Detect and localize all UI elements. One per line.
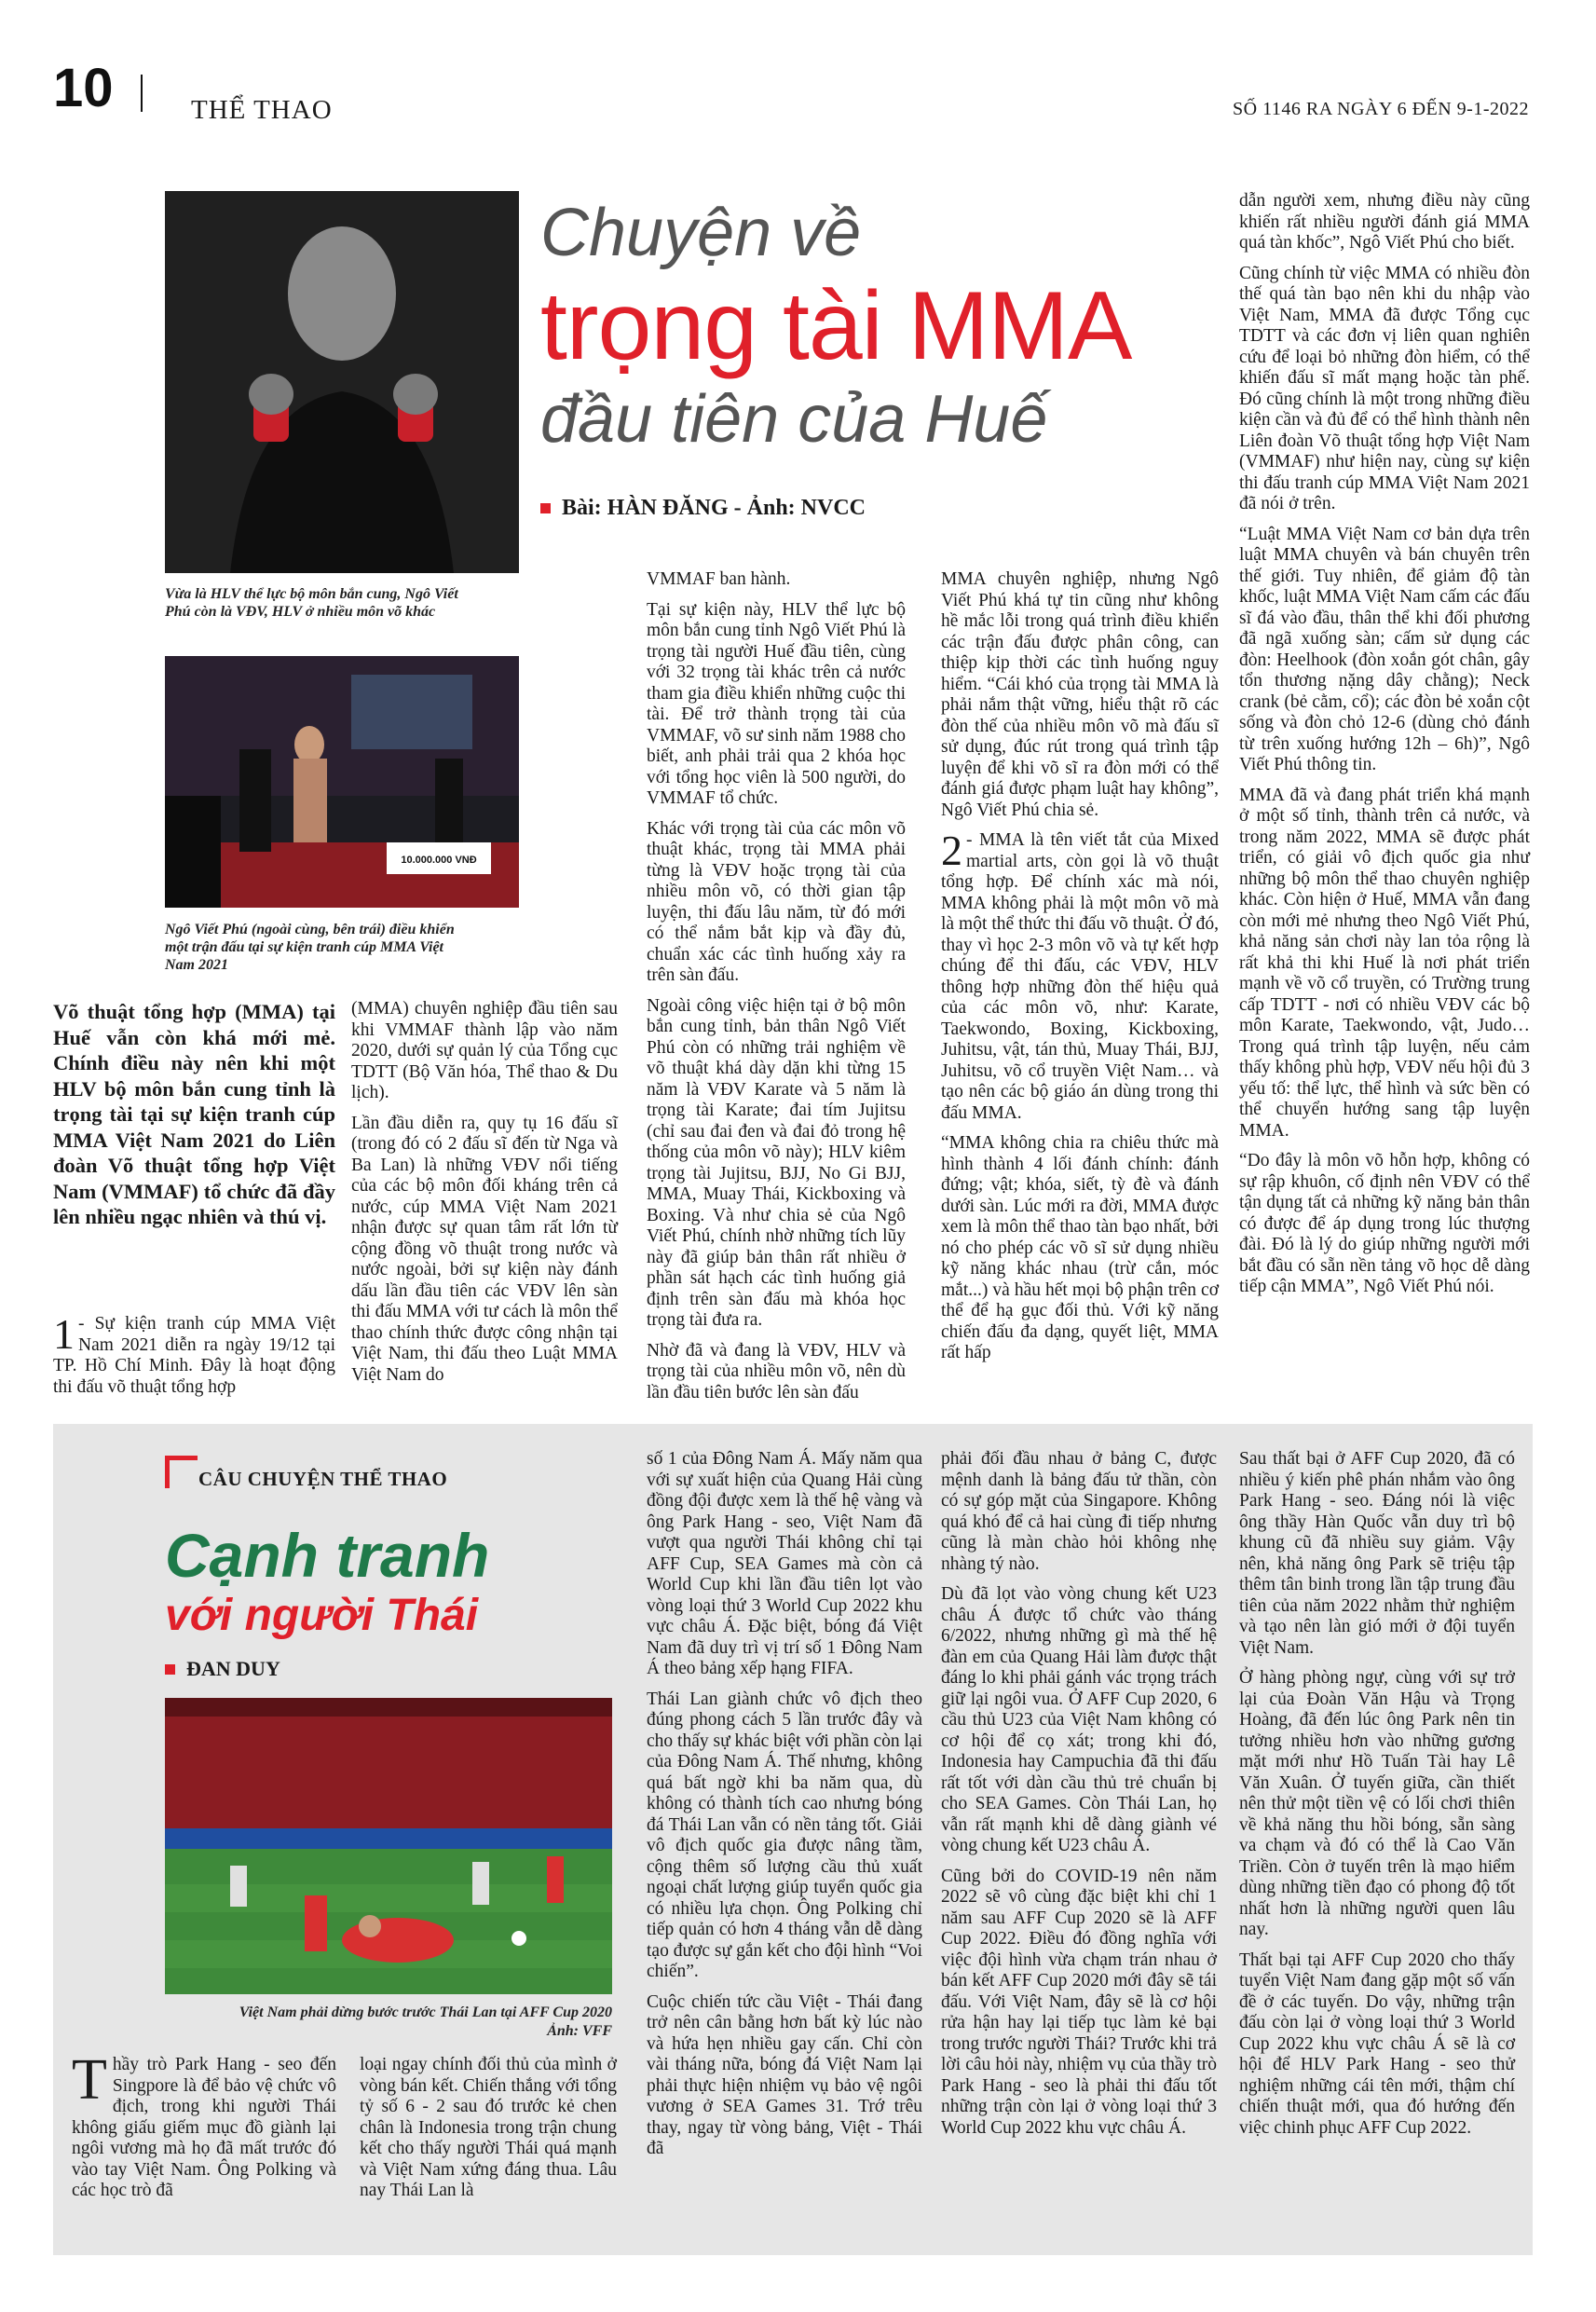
section-number-2: 2 <box>941 827 962 874</box>
article2-col4 <box>941 1449 1217 2148</box>
drop-cap: T <box>72 2048 107 2112</box>
header-divider <box>141 75 143 112</box>
col3-paragraph: Khác với trọng tài của các môn võ thuật khác, trọng tài MMA phải từng là VĐV hoặc trọng tài của nhiều môn võ, có thời gian tập luyện, thi đấu lâu năm, từ đó mới có thể nắm bắt kịp và đầy đủ, chuẩn xác các tình huống xảy ra trên sàn đấu. <box>647 818 906 985</box>
col5-paragraph: dẫn người xem, nhưng điều này cũng khiến rất nhiều người đánh giá MMA quá tàn khốc”, Ngô Viết Phú cho biết. <box>1239 191 1530 253</box>
col5-paragraph: “Luật MMA Việt Nam cơ bản dựa trên luật MMA chuyên và bán chuyên trên thế giới. Tuy nhiên, để giảm độ tàn khốc, luật MMA Việt Nam cấm các đấu sĩ đá vào đầu, thân thể khi đối phương đã ngã xuống sàn; cấm sử dụng các đòn: Heelhook (đòn xoắn gót chân, gây tổn thương nặng dây chằng); Neck crank (bẻ cằm, cổ); các đòn bẻ xoắn cột sống và đòn chỏ 12-6 (dùng chỏ đánh từ trên xuống hướng 12h – 6h)”, Ngô Viết Phú thông tin. <box>1239 524 1530 774</box>
c1-text: hầy trò Park Hang - seo đến Singpore là để bảo vệ chức vô địch, trong khi người Thái không giấu giếm mục đồ giành lại ngôi vương mà họ đã mất trước đó vào tay Việt Nam. Ông Polking và các học trò đã <box>72 2055 336 2200</box>
article1-col4 <box>941 569 1219 1374</box>
c3-paragraph: Thái Lan giành chức vô địch theo đúng phong cách 5 lần trước đây và cho thấy sự khác biệt với phần còn lại của Đông Nam Á. Thế nhưng, không quá bất ngờ khi ba năm qua, dù không có thành tích cao nhưng bóng đá Thái Lan vẫn có nền tảng tốt. Giải vô địch quốc gia được nâng tầm, cộng thêm số lượng cầu thủ xuất ngoại chất lượng giúp tuyển quốc gia có nhiều lựa chọn. Ông Polking chỉ tiếp quản có hơn 4 tháng vẫn dễ dàng tạo được sự gắn kết cho đội hình “Voi chiến”. <box>647 1689 922 1981</box>
article2-title-2: với người Thái <box>165 1591 479 1640</box>
article1-lead: Võ thuật tổng hợp (MMA) tại Huế vẫn còn khá mới mẻ. Chính điều này nên khi một HLV bộ môn bắn cung tỉnh là trọng tài tại sự kiện tranh cúp MMA Việt Nam 2021 do Liên đoàn Võ thuật tổng hợp Việt Nam (VMMAF) tổ chức đã đầy lên nhiều ngạc nhiên và thú vị. <box>53 1000 335 1228</box>
col5-paragraph: Cũng chính từ việc MMA có nhiều đòn thế quá tàn bạo nên khi du nhập vào Việt Nam, MMA đã được Tổng cục TDTT và các đơn vị liên quan nghiên cứu để loại bỏ những đòn hiểm, có thể khiến đấu sĩ mất mạng hoặc tàn phế. Đó cũng chính là một trong những điều kiện cần và đủ để có thể hình thành nên Liên đoàn Võ thuật tổng hợp Việt Nam (VMMAF) như hiện nay, cùng sự kiện thi đấu tranh cúp MMA Việt Nam 2021 đã nói ở trên. <box>1239 263 1530 513</box>
football-caption: Việt Nam phải dừng bước trước Thái Lan tại AFF Cup 2020 <box>239 2004 612 2020</box>
col5-paragraph: MMA đã và đang phát triển khá mạnh ở một số tỉnh, thành trên cả nước, và trong năm 2022, MMA sẽ được phát triển, có giải vô địch quốc gia như những bộ môn thể thao chuyên nghiệp khác. Còn hiện ở Huế, MMA vẫn đang còn mới mẻ nhưng theo Ngô Viết Phú, khả năng sản chơi này lan tỏa rộng là rất khả thi khi Huế là nơi phát triển mạnh về võ cổ truyền, có Trường trung cấp TDTT - nơi có nhiều VĐV các bộ môn Karate, Taekwondo, vật, Judo… Trong quá trình tập luyện, nếu cảm thấy không phù hợp, VĐV nếu hội đủ 3 yếu tố: thể lực, thể hình và sức bền có thể chuyển hướng sang tập luyện MMA. <box>1239 785 1530 1141</box>
football-photo <box>165 1698 612 1994</box>
col3-paragraph: Nhờ đã và đang là VĐV, HLV và trọng tài của nhiều môn võ, nên dù lần đầu tiên bước lên sàn đấu <box>647 1340 906 1402</box>
col4-paragraph: “MMA không chia ra chiêu thức mà hình thành 4 lối đánh chính: đánh đứng; vật; khóa, siết, tỳ đè và đánh dưới sàn. Lúc mới ra đời, MMA được xem là môn thể thao tàn bạo nhất, bởi nó cho phép các võ sĩ sử dụng nhiều kỹ năng khác nhau (trừ cắn, móc mắt...) và hầu hết mọi bộ phận trên cơ thể để hạ gục đối thủ. Với kỹ năng chiến đấu đa dạng, quyết liệt, MMA rất hấp <box>941 1133 1219 1362</box>
article2-col5 <box>1239 1449 1515 2148</box>
c3-paragraph: số 1 của Đông Nam Á. Mấy năm qua với sự xuất hiện của Quang Hải cùng đồng đội được xem là thế hệ vàng và ông Park Hang - seo, Việt Nam đã vượt qua người Thái không chỉ tại AFF Cup, SEA Games mà còn cả World Cup khi lần đầu tiên lọt vào vòng loại thứ 3 World Cup 2022 khu vực châu Á. Đặc biệt, bóng đá Việt Nam đã duy trì vị trí số 1 Đông Nam Á theo bảng xếp hạng FIFA. <box>647 1449 922 1678</box>
article1-col2 <box>351 999 618 1395</box>
article2-title-1: Cạnh tranh <box>165 1521 490 1590</box>
portrait-photo <box>165 191 519 573</box>
byline-marker <box>165 1664 175 1675</box>
c5-paragraph: Thất bại tại AFF Cup 2020 cho thấy tuyển Việt Nam đang gặp một số vấn đề ở các tuyến. Do vậy, những trận đấu còn lại ở vòng loại thứ 3 World Cup 2022 khu vực châu Á sẽ là cơ hội để HLV Park Hang - seo thử nghiệm những cái tên mới, thậm chí chiến thuật mới, qua đó hướng đến việc chinh phục AFF Cup 2022. <box>1239 1949 1515 2138</box>
issue-info: SỐ 1146 RA NGÀY 6 ĐẾN 9-1-2022 <box>1233 99 1529 119</box>
c4-paragraph: Dù đã lọt vào vòng chung kết U23 châu Á được tổ chức vào tháng 6/2022, nhưng những gì mà thế hệ đàn em của Quang Hải làm được thật đáng lo khi phải gánh vác trọng trách giữ lại ngôi vua. Ở AFF Cup 2020, 6 cầu thủ U23 của Việt Nam không có cơ hội để cọ xát; trong khi đó, Indonesia hay Campuchia đã thi đấu rất tốt với dàn cầu thủ trẻ chuẩn bị cho SEA Games. Còn Thái Lan, họ vẫn rất mạnh khi dễ dàng giành vé vòng chung kết U23 châu Á. <box>941 1584 1217 1855</box>
article1-col3 <box>647 569 906 1413</box>
article1-col5 <box>1239 191 1530 1307</box>
byline-text: ĐAN DUY <box>186 1657 280 1680</box>
col4-paragraph: MMA chuyên nghiệp, nhưng Ngô Viết Phú khá tự tin cũng như không hề mắc lỗi trong quá trình điều khiển các trận đấu được phân công, can thiệp kịp thời các tình huống nguy hiểm. “Cái khó của trọng tài MMA là phải nắm thật vững, hiểu thật rõ các đòn thế của nhiều môn võ mà đấu sĩ sử dụng, đúc rút trong quá trình tập luyện để khi võ sĩ ra đòn mới có thể đánh giá được phạm luật hay không”, Ngô Viết Phú chia sẻ. <box>941 569 1219 820</box>
title-line-3: đầu tiên của Huế <box>540 382 1048 457</box>
byline-text: Bài: HÀN ĐĂNG - Ảnh: NVCC <box>562 496 866 520</box>
title-line-1: Chuyện về <box>540 196 862 270</box>
c3-paragraph: Cuộc chiến tức cầu Việt - Thái đang trở nên cân bằng hơn bất kỳ lúc nào và hứa hẹn nhiều gay cấn. Chỉ còn vài tháng nữa, bóng đá Việt Nam lại phải thực hiện nhiệm vụ bảo vệ ngôi vương ở SEA Games 31. Trớ trêu thay, ngay từ vòng bảng, Việt - Thái đã <box>647 1991 922 2158</box>
kicker-label: CÂU CHUYỆN THỂ THAO <box>198 1468 448 1490</box>
c2-paragraph: loại ngay chính đối thủ của mình ở vòng bán kết. Chiến thắng với tổng tỷ số 6 - 2 sau đó trước kẻ chen chân là Indonesia trong trận chung kết cho thấy người Thái quá mạnh và Việt Nam xứng đáng thua. Lâu nay Thái Lan là <box>360 2055 617 2200</box>
col4-paragraph: - MMA là tên viết tắt của Mixed martial arts, còn gọi là võ thuật tổng hợp. Để chính xác mà nói, MMA không phải là một môn võ mà là một thể thức thi đấu võ thuật. Ở đó, thay vì học 2-3 môn võ và tự kết hợp chúng để thi đấu, các VĐV, HLV thông hợp những đòn thế hiệu quả của các môn võ, như: Karate, Taekwondo, Boxing, Kickboxing, Juhitsu, vật, tán thủ, Muay Thái, BJJ, Juhitsu, võ cổ truyền Việt Nam… và tạo nên các bộ giáo án dùng trong thi đấu MMA. <box>941 830 1219 1123</box>
article2-col1 <box>72 2048 336 2211</box>
match-photo-caption: Ngô Viết Phú (ngoài cùng, bên trái) điều khiển một trận đấu tại sự kiện tranh cúp MMA Việt Nam 2021 <box>165 922 455 973</box>
c4-paragraph: phải đối đầu nhau ở bảng C, được mệnh danh là bảng đấu tử thần, còn có sự góp mặt của Singapore. Không quá khó để cả hai cùng đi tiếp nhưng cũng là màn chào hỏi không nhẹ nhàng tý nào. <box>941 1449 1217 1574</box>
col5-paragraph: “Do đây là môn võ hỗn hợp, không có sự rập khuôn, cố định nên VĐV có thể tận dụng tất cả những kỹ năng bản thân có được để áp dụng trong lúc thượng đài. Đó là lý do giúp những người mới bắt đầu có sẵn nền tảng võ học dễ dàng tiếp cận MMA”, Ngô Viết Phú nói. <box>1239 1151 1530 1296</box>
football-photo-credit: Ảnh: VFF <box>547 2023 612 2039</box>
article1-title <box>540 194 1230 458</box>
article1-byline <box>540 496 866 521</box>
section-name: THỂ THAO <box>191 95 333 125</box>
col3-paragraph: Ngoài công việc hiện tại ở bộ môn bắn cung tỉnh, bản thân Ngô Viết Phú còn có những trải nghiệm về võ thuật khá dày dặn khi từng 15 năm là VĐV Karate và 5 năm là trọng tài Karate; đai tím Jujitsu (chỉ sau đai đen và đai đỏ trong hệ thống của môn võ này); HLV kiêm trọng tài Jujitsu, BJJ, No Gi BJJ, MMA, Muay Thái, Kickboxing và Boxing. Và như chia sẻ của Ngô Viết Phú, chính nhờ những tích lũy này đã giúp bản thân rất nhiều ở phần sát hạch các tình huống giả định trên sàn đấu mà khóa học trọng tài đưa ra. <box>647 995 906 1330</box>
article2-col2 <box>360 2055 617 2211</box>
article2-col3 <box>647 1449 922 2169</box>
col2-paragraph: Lần đầu diễn ra, quy tụ 16 đấu sĩ (trong đó có 2 đấu sĩ đến từ Nga và Ba Lan) là những VĐV nổi tiếng của các bộ môn đối kháng trên cả nước, cúp MMA Việt Nam 2021 nhận được sự quan tâm rất lớn từ cộng đồng võ thuật trong nước và nước ngoài, bởi sự kiện này đánh dấu lần đầu tiên các VĐV lên sàn thi đấu MMA với tư cách là môn thể thao chính thức được công nhận tại Việt Nam, thi đấu theo Luật MMA Việt Nam do <box>351 1113 618 1385</box>
c5-paragraph: Ở hàng phòng ngự, cùng với sự trở lại của Đoàn Văn Hậu và Trọng Hoàng, đã đến lúc ông Park nên tin tưởng nhiều hơn vào những gương mặt mới như Hồ Tuấn Tài hay Lê Văn Xuân. Ở tuyến giữa, cần thiết nên thử một tiền vệ có lối chơi thiên về khả năng thu hồi bóng, sẵn sàng va chạm và đó có thể là Cao Văn Triền. Còn ở tuyến trên là mạo hiểm dùng những tiền đạo có phong độ tốt nhất hơn là những người quen lâu nay. <box>1239 1668 1515 1939</box>
kicker-frame <box>165 1456 198 1488</box>
sec1-text: - Sự kiện tranh cúp MMA Việt Nam 2021 diễn ra ngày 19/12 tại TP. Hồ Chí Minh. Đây là hoạt động thi đấu võ thuật tổng hợp <box>53 1314 335 1397</box>
referee-match-photo <box>165 656 519 908</box>
c4-paragraph: Cũng bởi do COVID-19 nên năm 2022 sẽ vô cùng đặc biệt khi chỉ 1 năm sau AFF Cup 2020 sẽ là AFF Cup 2022. Điều đó đồng nghĩa với việc đội hình vừa chạm trán nhau ở bán kết AFF Cup 2020 mới đây sẽ tái đấu. Với Việt Nam, đây sẽ là cơ hội rửa hận hay lại tiếp tục làm kẻ bại trong trước người Thái? Trước khi trả lời câu hỏi này, nhiệm vụ của thầy trò Park Hang - seo là phải thi đấu tốt những trận còn lại ở vòng loại thứ 3 World Cup 2022 khu vực châu Á. <box>941 1866 1217 2138</box>
byline-marker <box>540 503 551 513</box>
c5-paragraph: Sau thất bại ở AFF Cup 2020, đã có nhiều ý kiến phê phán nhắm vào ông Park Hang - seo. Đáng nói là việc ông thầy Hàn Quốc vẫn duy trì bộ khung cũ đã nhiều suy giảm. Vậy nên, khả năng ông Park sẽ triệu tập thêm tân binh trong lần tập trung đầu tiên của năm 2022 nhằm thử nghiệm và tạo nên làn gió mới ở đội tuyển Việt Nam. <box>1239 1449 1515 1658</box>
page-number: 10 <box>53 58 114 118</box>
portrait-caption: Vừa là HLV thể lực bộ môn bắn cung, Ngô Viết Phú còn là VĐV, HLV ở nhiều môn võ khác <box>165 586 458 620</box>
article1-col1-end <box>53 1310 335 1407</box>
page-header <box>53 58 1544 125</box>
prize-banner-text: 10.000.000 VNĐ <box>401 855 477 866</box>
col2-paragraph: (MMA) chuyên nghiệp đầu tiên sau khi VMMAF thành lập vào năm 2020, dưới sự quản lý của Tổng cục TDTT (Bộ Văn hóa, Thể thao & Du lịch). <box>351 999 618 1102</box>
col3-paragraph: VMMAF ban hành. <box>647 569 791 589</box>
title-line-2: trọng tài MMA <box>540 272 1132 380</box>
article2-byline <box>165 1657 280 1681</box>
section-number-1: 1 <box>53 1310 75 1358</box>
col3-paragraph: Tại sự kiện này, HLV thể lực bộ môn bắn cung tỉnh Ngô Viết Phú là trọng tài người Huế đầu tiên, cùng với 32 trọng tài khác trên cả nước tham gia điều khiển những cuộc thi tài. Để trở thành trọng tài của VMMAF, võ sư sinh năm 1988 cho biết, anh phải trải qua 2 khóa học với tổng học viên là 500 người, do VMMAF tổ chức. <box>647 599 906 808</box>
